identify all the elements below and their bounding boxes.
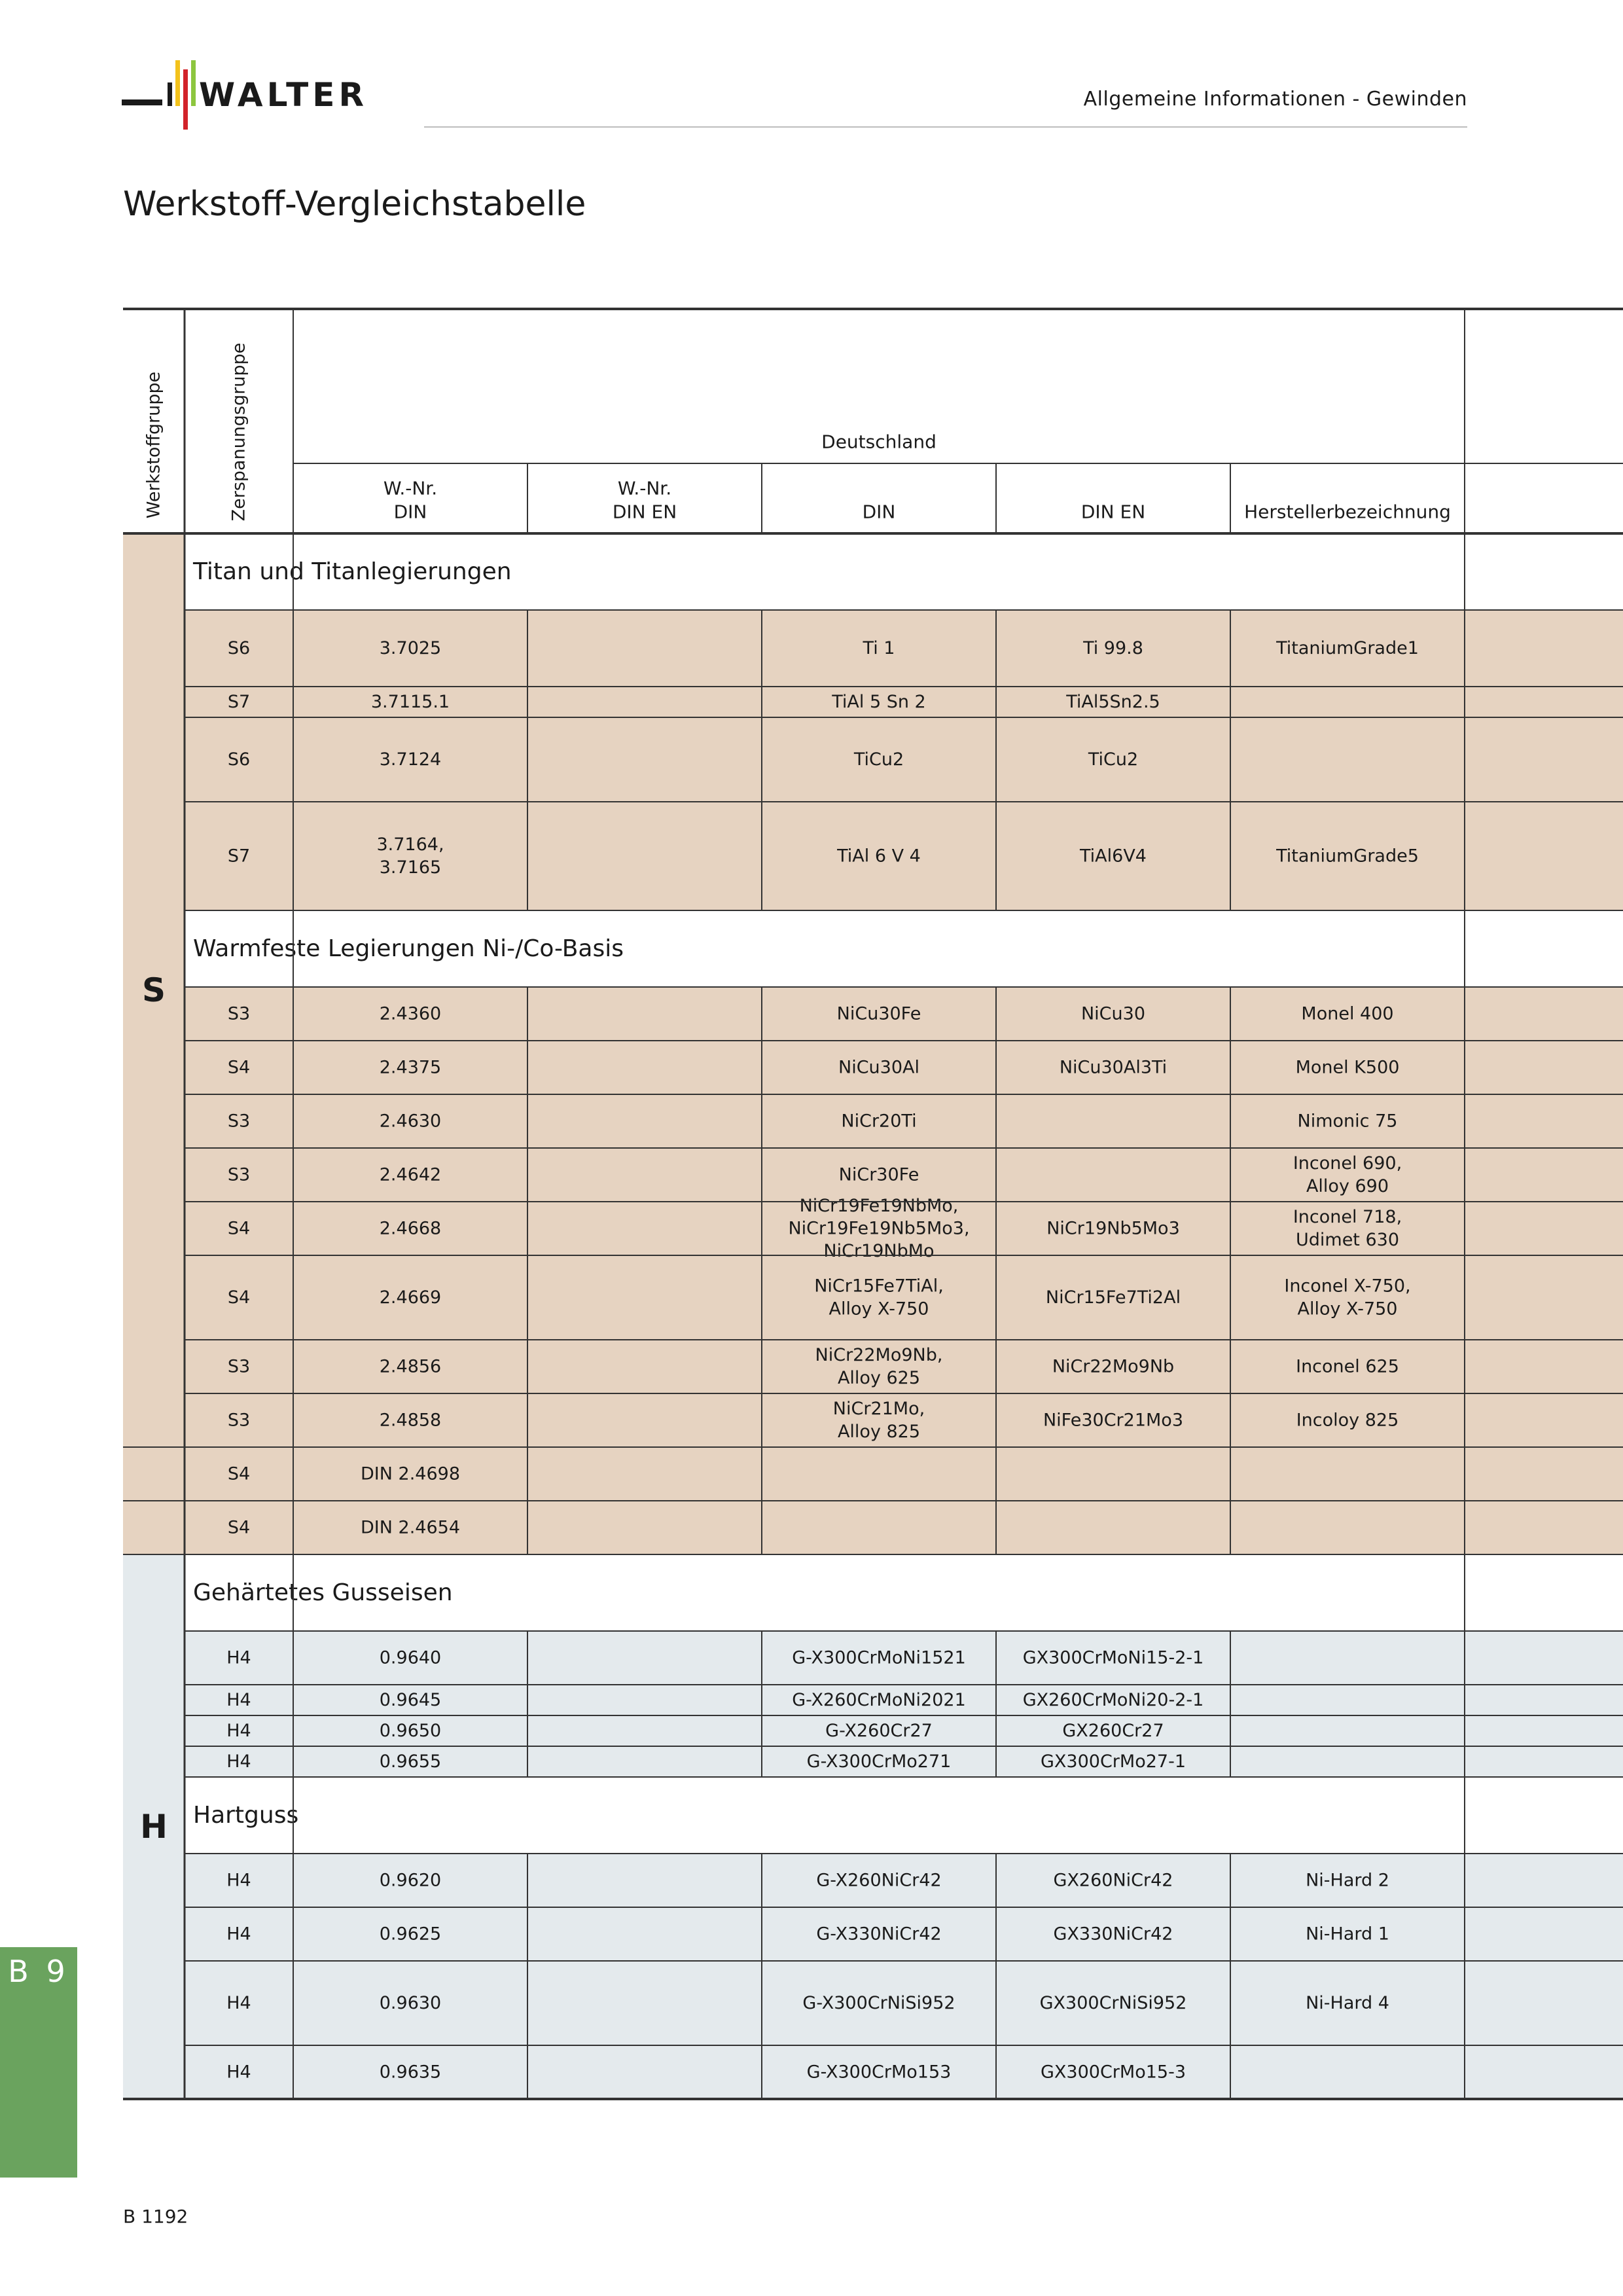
cell-hersteller: TitaniumGrade5: [1276, 846, 1419, 867]
header-wnr-din-en: DIN EN: [612, 501, 677, 523]
cell-din: G-X260Cr27: [825, 1721, 933, 1741]
cell-din-en: TiAl6V4: [1080, 846, 1147, 867]
cell-din-en: NiCu30: [1080, 1003, 1146, 1024]
cell-din-en: GX330NiCr42: [1053, 1924, 1173, 1945]
cell-zerspanungsgruppe: S3: [227, 1164, 251, 1185]
cell-wnr-din: 0.9645: [379, 1690, 442, 1710]
group-letter: H: [140, 1808, 168, 1846]
cell-din: NiCr20Ti: [841, 1111, 917, 1132]
cell-wnr-din: 3.7164,: [376, 834, 444, 855]
cell-zerspanungsgruppe: S7: [227, 846, 251, 867]
cell-din: G-X300CrMo153: [806, 2062, 952, 2083]
cell-wnr-din: 2.4858: [379, 1410, 442, 1431]
header-werkstoffgruppe: Werkstoffgruppe: [143, 371, 164, 519]
header-wnr-din: W.-Nr.: [383, 477, 438, 499]
cell-wnr-din: 2.4375: [379, 1057, 442, 1078]
cell-zerspanungsgruppe: S7: [227, 692, 251, 712]
cell-wnr-din: 0.9620: [379, 1870, 442, 1891]
cell-din: Alloy X-750: [829, 1299, 929, 1319]
cell-wnr-din: 0.9650: [379, 1721, 442, 1741]
cell-din: TiAl 5 Sn 2: [832, 692, 926, 712]
header-din: DIN: [862, 501, 896, 523]
cell-hersteller: Alloy X-750: [1297, 1299, 1398, 1319]
cell-din-en: GX260CrMoNi20-2-1: [1022, 1690, 1204, 1710]
cell-din: NiCr19NbMo: [823, 1241, 935, 1262]
cell-wnr-din: DIN 2.4698: [360, 1463, 461, 1484]
cell-zerspanungsgruppe: H4: [226, 1721, 251, 1741]
cell-din: G-X260CrMoNi2021: [792, 1690, 966, 1710]
cell-din-en: GX300CrMo15-3: [1041, 2062, 1186, 2083]
cell-wnr-din: 3.7165: [379, 857, 442, 878]
cell-hersteller: TitaniumGrade1: [1276, 638, 1419, 658]
cell-din: G-X300CrMoNi1521: [792, 1647, 966, 1668]
section-title: Titan und Titanlegierungen: [193, 558, 512, 585]
cell-zerspanungsgruppe: H4: [226, 2062, 251, 2083]
header-wnr-din: DIN: [393, 501, 427, 523]
cell-wnr-din: 2.4669: [379, 1287, 442, 1308]
cell-hersteller: Alloy 690: [1306, 1175, 1389, 1196]
cell-wnr-din: 2.4630: [379, 1111, 442, 1132]
cell-hersteller: Monel K500: [1295, 1057, 1400, 1078]
cell-din: NiCr21Mo,: [832, 1399, 925, 1420]
cell-din-en: GX300CrMoNi15-2-1: [1022, 1647, 1204, 1668]
cell-din-en: GX300CrMo27-1: [1041, 1751, 1186, 1772]
cell-hersteller: Incoloy 825: [1296, 1410, 1399, 1431]
cell-din: NiCu30Al: [838, 1057, 919, 1078]
cell-wnr-din: 2.4360: [379, 1003, 442, 1024]
cell-hersteller: Ni-Hard 1: [1306, 1924, 1389, 1945]
cell-din: NiCr19Fe19NbMo,: [799, 1195, 959, 1216]
cell-wnr-din: DIN 2.4654: [360, 1517, 461, 1538]
cell-wnr-din: 2.4856: [379, 1356, 442, 1377]
cell-hersteller: Monel 400: [1301, 1003, 1394, 1024]
cell-din: NiCr30Fe: [838, 1164, 919, 1185]
cell-din: Ti 1: [863, 638, 895, 658]
cell-wnr-din: 3.7115.1: [370, 692, 450, 712]
cell-hersteller: Inconel 690,: [1293, 1153, 1402, 1174]
cell-din: NiCr22Mo9Nb,: [815, 1345, 943, 1366]
logo-wordmark: WALTER: [199, 76, 368, 114]
cell-zerspanungsgruppe: S6: [227, 749, 251, 770]
cell-zerspanungsgruppe: H4: [226, 1690, 251, 1710]
cell-din: G-X300CrMo271: [806, 1751, 952, 1772]
cell-zerspanungsgruppe: S6: [227, 638, 251, 658]
cell-hersteller: Ni-Hard 4: [1306, 1993, 1389, 2013]
cell-hersteller: Inconel 718,: [1293, 1207, 1402, 1228]
cell-din: Alloy 625: [837, 1367, 921, 1388]
chapter-tab-label: B 9: [8, 1954, 69, 1989]
cell-zerspanungsgruppe: S3: [227, 1410, 251, 1431]
header-zerspanungsgruppe: Zerspanungsgruppe: [228, 342, 249, 522]
cell-zerspanungsgruppe: S4: [227, 1218, 251, 1239]
cell-din-en: GX300CrNiSi952: [1039, 1993, 1187, 2013]
cell-din-en: NiCr15Fe7Ti2Al: [1045, 1287, 1181, 1308]
cell-din-en: NiCr19Nb5Mo3: [1046, 1218, 1180, 1239]
cell-din: G-X260NiCr42: [816, 1870, 942, 1891]
cell-zerspanungsgruppe: H4: [226, 1647, 251, 1668]
cell-din: TiCu2: [853, 749, 904, 770]
header-title: Allgemeine Informationen - Gewinden: [1083, 88, 1467, 111]
cell-din: G-X330NiCr42: [816, 1924, 942, 1945]
cell-wnr-din: 3.7124: [379, 749, 442, 770]
cell-hersteller: Ni-Hard 2: [1306, 1870, 1389, 1891]
cell-zerspanungsgruppe: S3: [227, 1003, 251, 1024]
cell-din-en: GX260NiCr42: [1053, 1870, 1173, 1891]
cell-zerspanungsgruppe: S4: [227, 1057, 251, 1078]
cell-wnr-din: 3.7025: [379, 638, 442, 658]
cell-wnr-din: 0.9630: [379, 1993, 442, 2013]
header-wnr-din-en: W.-Nr.: [617, 477, 672, 499]
cell-din: NiCu30Fe: [836, 1003, 921, 1024]
cell-hersteller: Inconel 625: [1296, 1356, 1399, 1377]
cell-zerspanungsgruppe: H4: [226, 1993, 251, 2013]
cell-zerspanungsgruppe: S3: [227, 1356, 251, 1377]
cell-wnr-din: 0.9635: [379, 2062, 442, 2083]
cell-wnr-din: 2.4642: [379, 1164, 442, 1185]
cell-hersteller: Nimonic 75: [1297, 1111, 1398, 1132]
cell-zerspanungsgruppe: S4: [227, 1517, 251, 1538]
section-title: Warmfeste Legierungen Ni-/Co-Basis: [193, 935, 624, 962]
cell-wnr-din: 2.4668: [379, 1218, 442, 1239]
cell-din-en: NiFe30Cr21Mo3: [1043, 1410, 1184, 1431]
header-hersteller: Herstellerbezeichnung: [1244, 501, 1451, 523]
group-letter: S: [141, 971, 166, 1009]
cell-zerspanungsgruppe: H4: [226, 1870, 251, 1891]
cell-din: TiAl 6 V 4: [837, 846, 921, 867]
header-din-en: DIN EN: [1080, 501, 1146, 523]
cell-din: G-X300CrNiSi952: [802, 1993, 955, 2013]
section-title: Hartguss: [193, 1802, 299, 1829]
cell-zerspanungsgruppe: S3: [227, 1111, 251, 1132]
cell-zerspanungsgruppe: S4: [227, 1463, 251, 1484]
cell-zerspanungsgruppe: H4: [226, 1751, 251, 1772]
cell-din: Alloy 825: [837, 1421, 921, 1442]
cell-din-en: NiCu30Al3Ti: [1059, 1057, 1168, 1078]
cell-zerspanungsgruppe: H4: [226, 1924, 251, 1945]
cell-din-en: TiCu2: [1088, 749, 1139, 770]
page-number: B 1192: [123, 2206, 188, 2227]
group-column-band: [123, 533, 185, 1554]
cell-din-en: TiAl5Sn2.5: [1066, 692, 1160, 712]
cell-wnr-din: 0.9640: [379, 1647, 442, 1668]
header-country: Deutschland: [821, 431, 936, 453]
cell-hersteller: Inconel X-750,: [1284, 1276, 1411, 1297]
cell-hersteller: Udimet 630: [1295, 1229, 1400, 1250]
cell-din-en: Ti 99.8: [1083, 638, 1143, 658]
cell-din-en: GX260Cr27: [1062, 1721, 1164, 1741]
cell-zerspanungsgruppe: S4: [227, 1287, 251, 1308]
cell-din: NiCr19Fe19Nb5Mo3,: [788, 1218, 970, 1239]
cell-din: NiCr15Fe7TiAl,: [814, 1276, 944, 1297]
page-title: Werkstoff-Vergleichstabelle: [123, 185, 586, 224]
cell-wnr-din: 0.9625: [379, 1924, 442, 1945]
cell-wnr-din: 0.9655: [379, 1751, 442, 1772]
section-title: Gehärtetes Gusseisen: [193, 1579, 453, 1606]
cell-din-en: NiCr22Mo9Nb: [1052, 1356, 1175, 1377]
